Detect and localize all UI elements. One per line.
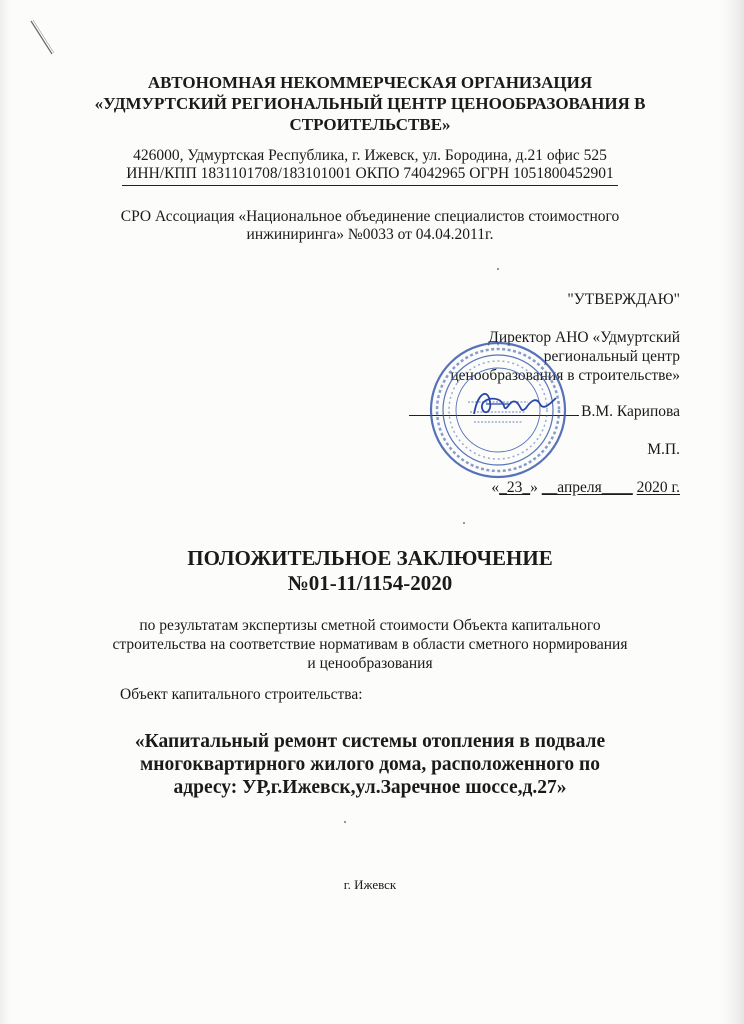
subtitle-line-1: по результатам экспертизы сметной стоимости Объекта капитального [139,617,601,634]
address-line: 426000, Удмуртская Республика, г. Ижевск, ул. Бородина, д.21 офис 525 [133,147,607,164]
handwritten-signature [470,384,560,424]
scan-edge-left [0,0,10,1024]
date-quote-close: » [530,479,538,496]
scan-edge-right [720,0,744,1024]
conclusion-number: №01-11/1154-2020 [287,571,453,595]
approve-heading: "УТВЕРЖДАЮ" [567,291,680,308]
scan-speck [463,522,465,524]
conclusion-subtitle [60,616,680,673]
object-label: Объект капитального строительства: [120,686,363,703]
sro-line-1: СРО Ассоциация «Национальное объединение специалистов стоимостного [120,208,620,225]
date-day: _23_ [499,479,531,496]
date-year: 2020 г. [636,479,680,496]
sro-line-2: инжиниринга» №0033 от 04.04.2011г. [246,226,494,243]
pen-mark [28,18,58,58]
conclusion-heading: ПОЛОЖИТЕЛЬНОЕ ЗАКЛЮЧЕНИЕ [187,546,553,570]
requisites-line: ИНН/КПП 1831101708/183101001 ОКПО 74042965 ОГРН 1051800452901 [122,165,618,186]
object-name [60,730,680,799]
date-month: __апреля____ [541,479,633,496]
scan-speck [344,821,346,823]
org-line-3: СТРОИТЕЛЬСТВЕ» [289,115,451,134]
org-line-1: АВТОНОМНАЯ НЕКОММЕРЧЕСКАЯ ОРГАНИЗАЦИЯ [147,73,593,92]
subtitle-line-3: и ценообразования [307,655,433,672]
director-line-2: региональный центр [543,348,680,365]
sro-block [60,208,680,244]
subtitle-line-2: строительства на соответствие нормативам в области сметного нормирования [112,636,628,653]
director-line-1: Директор АНО «Удмуртский [488,329,680,346]
object-name-line-3: адресу: УР,г.Ижевск,ул.Заречное шоссе,д.27» [173,777,567,798]
city-name: г. Ижевск [343,877,397,892]
stamp-place: М.П. [647,441,680,458]
address-block [60,147,680,186]
director-line-3: ценообразования в строительстве» [450,367,680,384]
date-quote-open: « [491,479,500,496]
org-line-2: «УДМУРТСКИЙ РЕГИОНАЛЬНЫЙ ЦЕНТР ЦЕНООБРАЗОВАНИЯ В [94,94,646,113]
conclusion-title [60,546,680,596]
object-name-line-2: многоквартирного жилого дома, расположенного по [139,754,600,775]
organization-name [60,72,680,135]
signatory-name: В.М. Карипова [581,403,680,420]
scan-speck [497,268,499,270]
approval-date [491,478,680,497]
object-name-line-1: «Капитальный ремонт системы отопления в подвале [134,731,606,752]
